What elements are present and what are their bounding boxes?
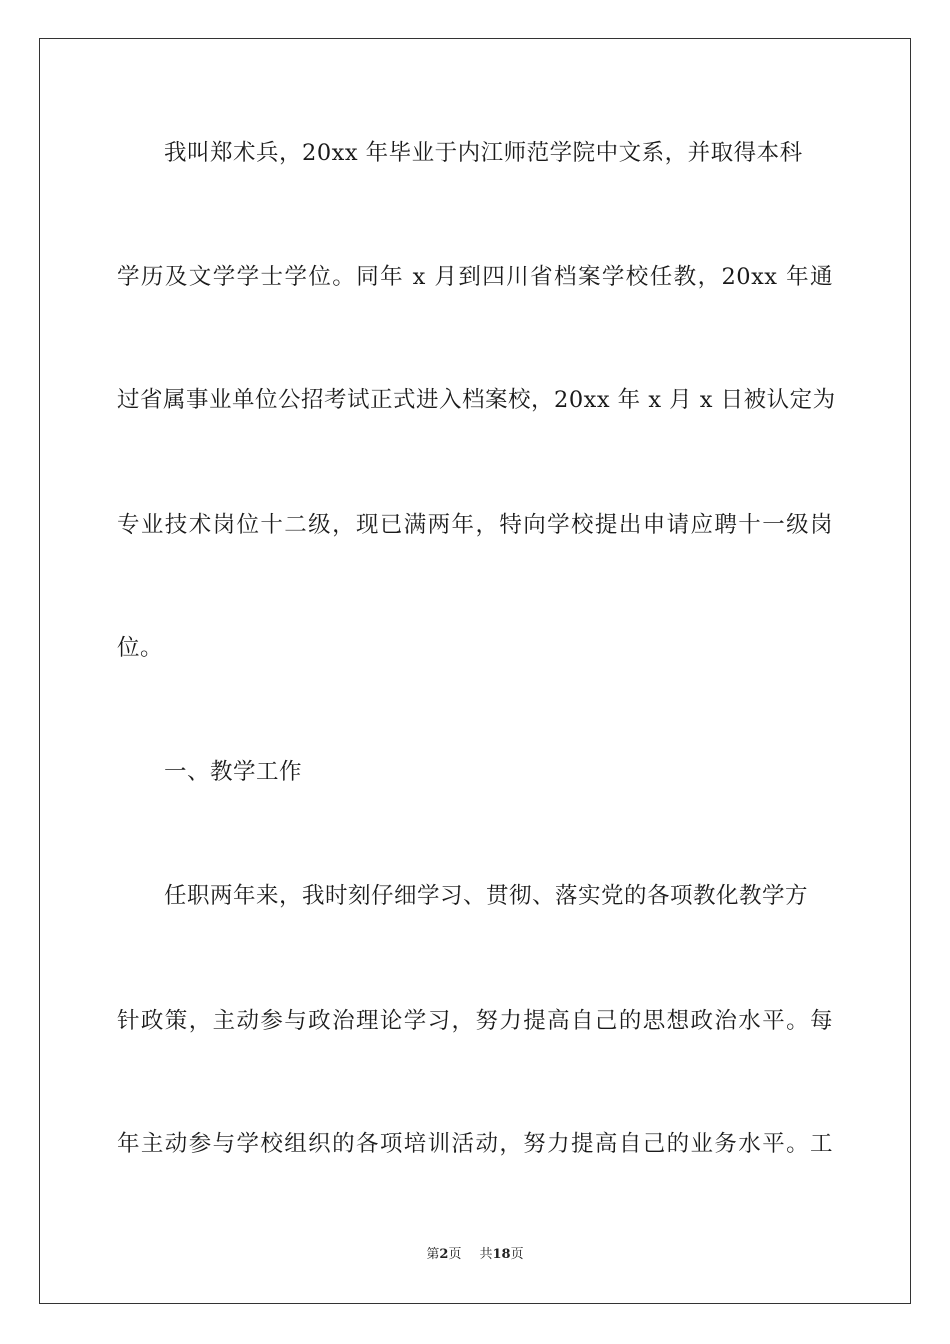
page-suffix: 页 [448, 1247, 462, 1262]
paragraph-1-line-5: 位。 [117, 635, 164, 661]
paragraph-2-line-3: 年主动参与学校组织的各项培训活动，努力提高自己的业务水平。工 [117, 1131, 833, 1157]
page-prefix: 第 [426, 1247, 440, 1262]
paragraph-1-line-2: 学历及文学学士学位。同年 x 月到四川省档案学校任教，20xx 年通 [117, 264, 833, 290]
section-heading: 一、教学工作 [164, 759, 303, 785]
paragraph-2-line-1: 任职两年来，我时刻仔细学习、贯彻、落实党的各项教化教学方 [164, 883, 809, 909]
total-pages: 18 [492, 1247, 511, 1262]
paragraph-1-line-3: 过省属事业单位公招考试正式进入档案校，20xx 年 x 月 x 日被认定为 [117, 387, 836, 413]
page-number: 2 [439, 1247, 449, 1262]
paragraph-1-line-1: 我叫郑术兵，20xx 年毕业于内江师范学院中文系，并取得本科 [164, 140, 803, 166]
paragraph-1-line-4: 专业技术岗位十二级，现已满两年，特向学校提出申请应聘十一级岗 [117, 512, 833, 538]
total-suffix: 页 [510, 1247, 524, 1262]
total-prefix: 共 [479, 1247, 493, 1262]
page-footer [0, 1246, 950, 1264]
paragraph-2-line-2: 针政策，主动参与政治理论学习，努力提高自己的思想政治水平。每 [117, 1008, 833, 1034]
page-border [39, 38, 911, 1304]
